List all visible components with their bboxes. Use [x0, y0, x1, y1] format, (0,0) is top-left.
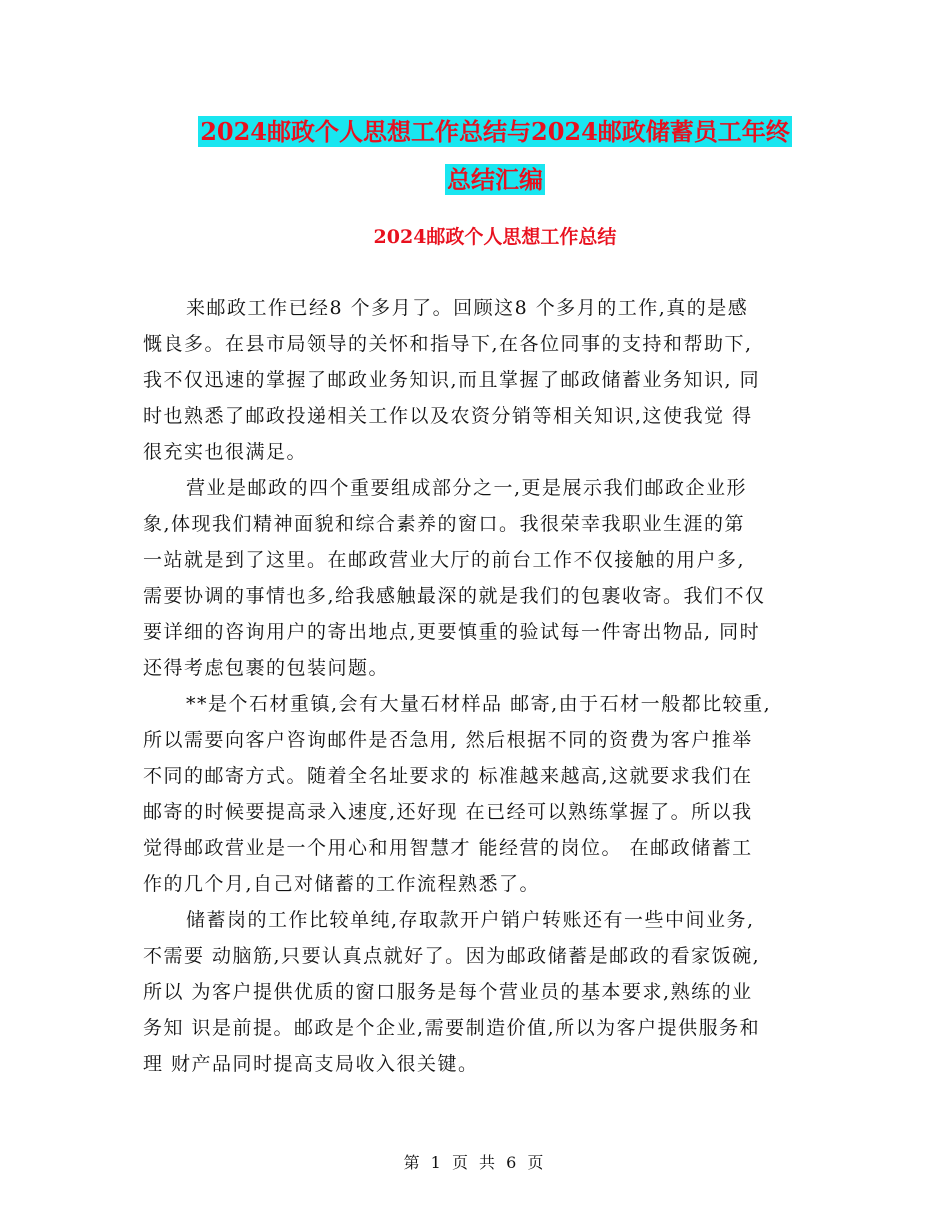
paragraph-line: 所以 为客户提供优质的窗口服务是每个营业员的基本要求,熟练的业: [143, 981, 753, 1003]
paragraph-line: 来邮政工作已经8 个多月了。回顾这8 个多月的工作,真的是感: [186, 297, 749, 319]
document-title: [140, 108, 850, 204]
paragraph-line: 不同的邮寄方式。随着全名址要求的 标准越来越高,这就要求我们在: [143, 765, 753, 787]
paragraph-line: **是个石材重镇,会有大量石材样品 邮寄,由于石材一般都比较重,: [186, 693, 772, 715]
section-title: 2024邮政个人思想工作总结: [373, 226, 617, 248]
paragraph-line: 营业是邮政的四个重要组成部分之一,更是展示我们邮政企业形: [186, 477, 748, 499]
paragraph-line: 需要协调的事情也多,给我感触最深的就是我们的包裹收寄。我们不仅: [143, 585, 766, 607]
paragraph-line: 不需要 动脑筋,只要认真点就好了。因为邮政储蓄是邮政的看家饭碗,: [143, 945, 761, 967]
paragraph-line: 慨良多。在县市局领导的关怀和指导下,在各位同事的支持和帮助下,: [143, 333, 753, 355]
paragraph-line: 还得考虑包裹的包装问题。: [143, 657, 390, 679]
paragraph-1: [143, 290, 815, 470]
page-footer: 第 1 页 共 6 页: [403, 1153, 547, 1172]
paragraph-line: 很充实也很满足。: [143, 441, 308, 463]
paragraph-line: 象,体现我们精神面貌和综合素养的窗口。我很荣幸我职业生涯的第: [143, 513, 746, 535]
title-line-1: 2024邮政个人思想工作总结与2024邮政储蓄员工年终: [200, 117, 790, 146]
paragraph-line: 一站就是到了这里。在邮政营业大厅的前台工作不仅接触的用户多,: [143, 549, 746, 571]
paragraph-line: 我不仅迅速的掌握了邮政业务知识,而且掌握了邮政储蓄业务知识, 同: [143, 369, 761, 391]
paragraph-line: 邮寄的时候要提高录入速度,还好现 在已经可以熟练掌握了。所以我: [143, 801, 753, 823]
title-line-2: 总结汇编: [447, 165, 543, 194]
paragraph-line: 务知 识是前提。邮政是个企业,需要制造价值,所以为客户提供服务和: [143, 1017, 761, 1039]
document-body: [143, 290, 815, 1082]
paragraph-2: [143, 470, 815, 686]
paragraph-line: 理 财产品同时提高支局收入很关键。: [143, 1053, 479, 1075]
paragraph-3: [143, 686, 815, 902]
paragraph-line: 作的几个月,自己对储蓄的工作流程熟悉了。: [143, 873, 541, 895]
paragraph-line: 时也熟悉了邮政投递相关工作以及农资分销等相关知识,这使我觉 得: [143, 405, 753, 427]
paragraph-line: 要详细的咨询用户的寄出地点,更要慎重的验试每一件寄出物品, 同时: [143, 621, 761, 643]
paragraph-line: 所以需要向客户咨询邮件是否急用, 然后根据不同的资费为客户推举: [143, 729, 753, 751]
paragraph-line: 觉得邮政营业是一个用心和用智慧才 能经营的岗位。 在邮政储蓄工: [143, 837, 753, 859]
paragraph-4: [143, 902, 815, 1082]
paragraph-line: 储蓄岗的工作比较单纯,存取款开户销户转账还有一些中间业务,: [186, 909, 755, 931]
